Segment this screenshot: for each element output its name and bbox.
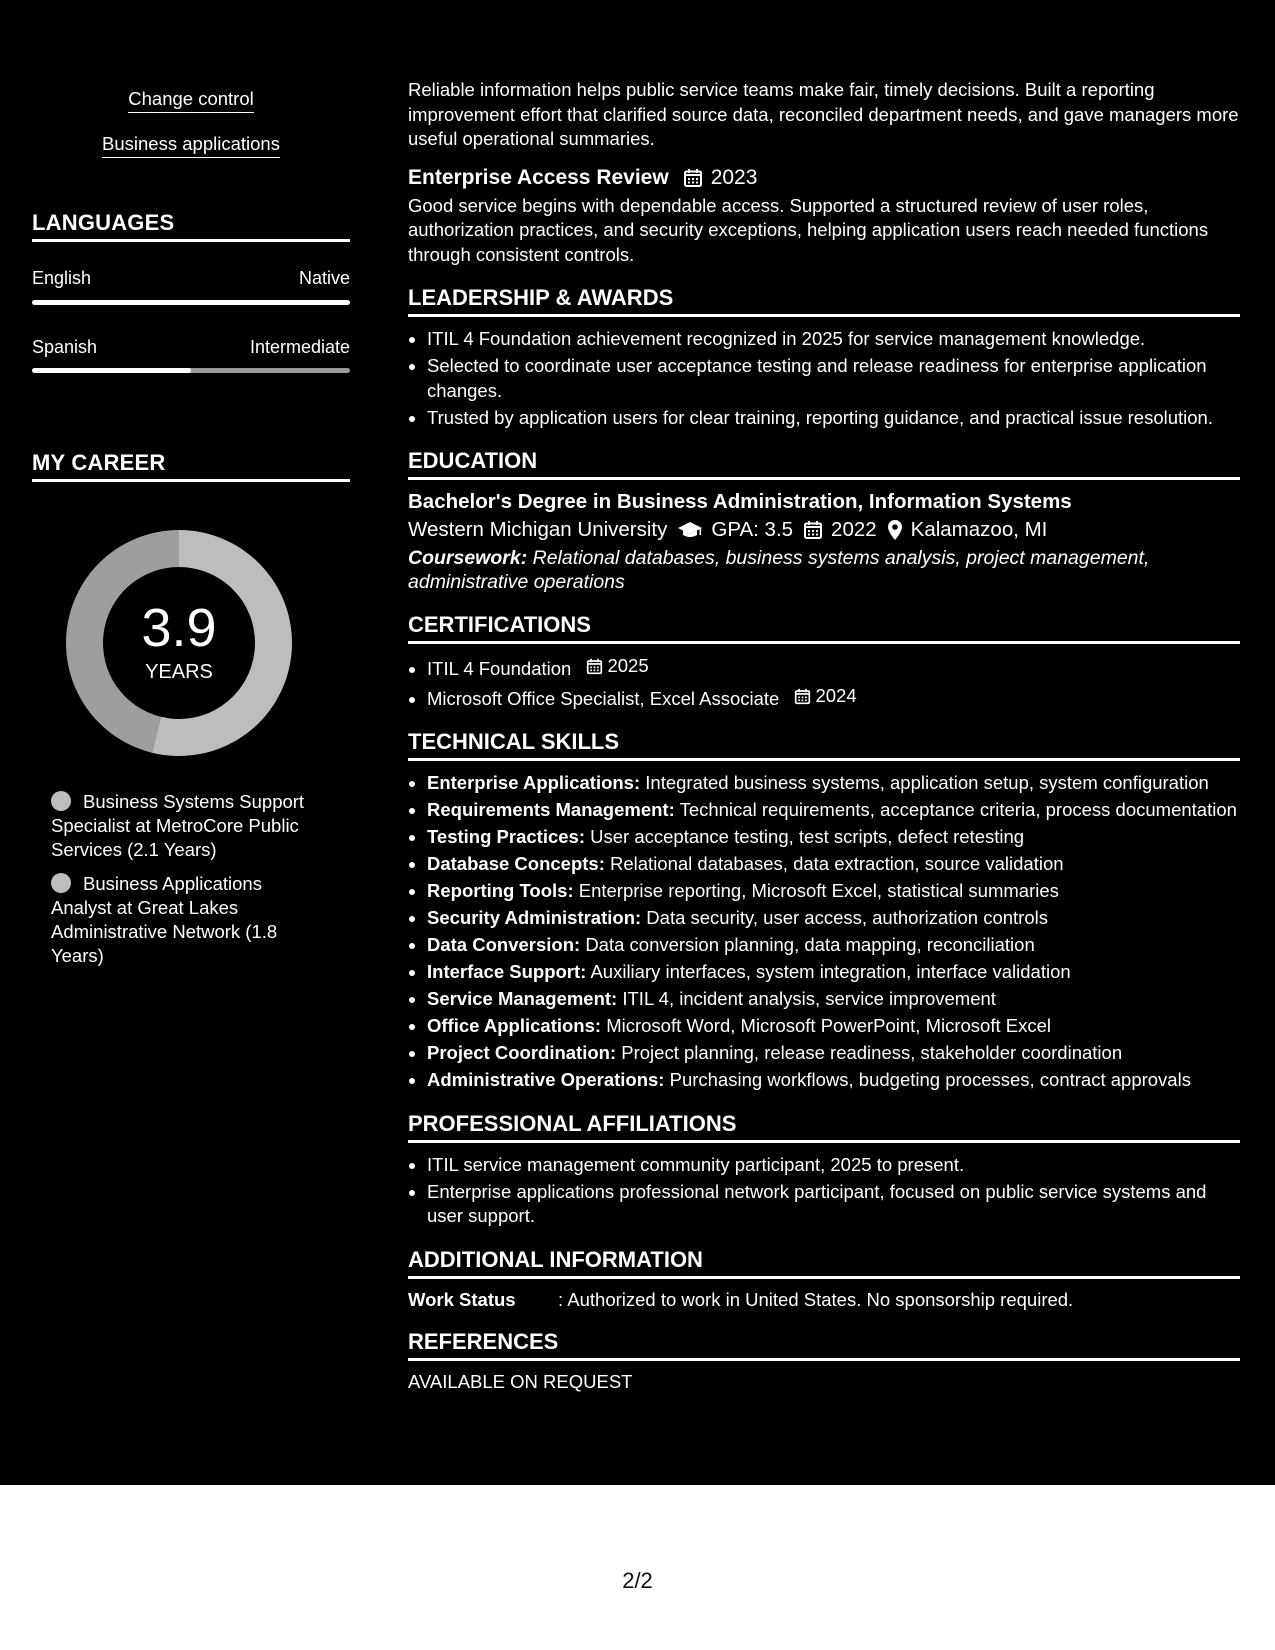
career-item-text: Business Applications Analyst at Great Lakes Administrative Network (1.8 Years) bbox=[51, 873, 278, 966]
career-total-unit: YEARS bbox=[145, 660, 213, 683]
donut-center bbox=[66, 530, 292, 756]
career-item bbox=[51, 872, 321, 968]
language-proficiency-fill bbox=[32, 368, 191, 373]
calendar-icon bbox=[586, 658, 603, 675]
work-status-label: Work Status bbox=[408, 1288, 516, 1310]
skill-label: Testing Practices: bbox=[427, 826, 585, 847]
skill-value: User acceptance testing, test scripts, defect retesting bbox=[590, 826, 1025, 847]
education-meta bbox=[408, 518, 1240, 542]
education-heading: EDUCATION bbox=[408, 448, 1240, 480]
skills-list bbox=[408, 771, 1240, 1093]
education-coursework bbox=[408, 546, 1240, 594]
tag-label: Business applications bbox=[102, 133, 280, 158]
skill-item bbox=[427, 1068, 1240, 1093]
list-item: • ITIL 4 Foundation achievement recognized in 2025 for service management knowledge. bbox=[427, 327, 1240, 352]
skill-value: Purchasing workflows, budgeting processes, contract approvals bbox=[669, 1069, 1191, 1090]
references-text: AVAILABLE ON REQUEST bbox=[408, 1370, 633, 1392]
affiliations-heading: PROFESSIONAL AFFILIATIONS bbox=[408, 1111, 1240, 1143]
references-heading: REFERENCES bbox=[408, 1329, 1240, 1361]
project-description: Good service begins with dependable access. Supported a structured review of user roles, authorization practices, and security exceptions, helping application users reach needed functions through consistent controls. bbox=[408, 194, 1209, 265]
language-row bbox=[32, 337, 350, 358]
skill-value: Data conversion planning, data mapping, reconciliation bbox=[585, 934, 1035, 955]
certification-item bbox=[427, 684, 1240, 711]
education-year: 2022 bbox=[831, 518, 877, 541]
skill-item bbox=[427, 906, 1240, 931]
certifications-list bbox=[408, 654, 1240, 711]
skill-value: Technical requirements, acceptance criteria, process documentation bbox=[679, 799, 1237, 820]
certification-year: 2025 bbox=[607, 655, 649, 676]
skill-value: Relational databases, data extraction, source validation bbox=[610, 853, 1064, 874]
skill-item bbox=[427, 771, 1240, 796]
list-item: • Trusted by application users for clear training, reporting guidance, and practical issue resolution. bbox=[427, 406, 1240, 431]
career-donut-chart bbox=[66, 530, 292, 756]
skills-heading: TECHNICAL SKILLS bbox=[408, 729, 1240, 761]
language-name: Spanish bbox=[32, 337, 98, 357]
certification-name: Microsoft Office Specialist, Excel Associate bbox=[427, 687, 780, 709]
certification-name: ITIL 4 Foundation bbox=[427, 657, 572, 679]
skill-item bbox=[427, 1014, 1240, 1039]
education-degree: Bachelor's Degree in Business Administration, Information Systems bbox=[408, 490, 1072, 513]
skill-item bbox=[427, 933, 1240, 958]
skill-item bbox=[427, 798, 1240, 823]
work-status-row bbox=[408, 1289, 1240, 1311]
additional-info-heading: ADDITIONAL INFORMATION bbox=[408, 1247, 1240, 1279]
skill-value: Auxiliary interfaces, system integration, interface validation bbox=[590, 961, 1071, 982]
education-school: Western Michigan University bbox=[408, 518, 668, 541]
coursework-label: Coursework: bbox=[408, 547, 528, 569]
career-heading: MY CAREER bbox=[32, 450, 350, 482]
languages-heading: LANGUAGES bbox=[32, 210, 350, 242]
certifications-heading: CERTIFICATIONS bbox=[408, 612, 1240, 644]
language-level: Intermediate bbox=[249, 337, 350, 357]
project-intro-description: Reliable information helps public service teams make fair, timely decisions. Built a reporting improvement effort that clarified source data, reconciled department needs, and gave managers more useful operational summaries. bbox=[408, 79, 1239, 149]
work-status-value: : Authorized to work in United States. No sponsorship required. bbox=[558, 1288, 1074, 1310]
tag-item bbox=[32, 88, 350, 113]
skill-item bbox=[427, 1041, 1240, 1066]
calendar-icon bbox=[683, 168, 703, 188]
project-year: 2023 bbox=[710, 165, 758, 189]
skill-label: Database Concepts: bbox=[427, 853, 605, 874]
tag-item bbox=[32, 133, 350, 158]
leadership-list bbox=[408, 327, 1240, 430]
legend-dot bbox=[51, 873, 71, 893]
language-level: Native bbox=[298, 268, 350, 288]
skill-item bbox=[427, 825, 1240, 850]
language-name: English bbox=[32, 268, 92, 288]
language-proficiency-bar bbox=[32, 300, 350, 305]
skill-label: Project Coordination: bbox=[427, 1042, 617, 1063]
graduation-cap-icon bbox=[677, 520, 703, 540]
legend-dot bbox=[51, 791, 71, 811]
skill-value: Enterprise reporting, Microsoft Excel, statistical summaries bbox=[578, 880, 1059, 901]
calendar-icon bbox=[794, 688, 811, 705]
language-row bbox=[32, 268, 350, 289]
list-item: • ITIL service management community participant, 2025 to present. bbox=[427, 1153, 1240, 1178]
skill-value: ITIL 4, incident analysis, service improvement bbox=[622, 988, 996, 1009]
language-proficiency-fill bbox=[32, 300, 350, 305]
career-list bbox=[51, 790, 321, 978]
main-column bbox=[408, 78, 1240, 1393]
certification-date bbox=[794, 684, 856, 709]
certification-date bbox=[586, 654, 648, 679]
project-title: Enterprise Access Review bbox=[408, 165, 669, 189]
skill-item bbox=[427, 987, 1240, 1012]
project-title-row bbox=[408, 166, 1240, 190]
list-item: • Enterprise applications professional network participant, focused on public service systems and user support. bbox=[427, 1180, 1240, 1229]
education-gpa: GPA: 3.5 bbox=[711, 518, 794, 541]
tag-label: Change control bbox=[128, 88, 253, 113]
skill-value: Microsoft Word, Microsoft PowerPoint, Microsoft Excel bbox=[606, 1015, 1052, 1036]
location-pin-icon bbox=[887, 519, 903, 541]
skill-label: Administrative Operations: bbox=[427, 1069, 665, 1090]
list-item: • Selected to coordinate user acceptance testing and release readiness for enterprise application changes. bbox=[427, 354, 1240, 403]
skill-item bbox=[427, 852, 1240, 877]
leadership-heading: LEADERSHIP & AWARDS bbox=[408, 285, 1240, 317]
skill-label: Data Conversion: bbox=[427, 934, 581, 955]
skill-label: Interface Support: bbox=[427, 961, 587, 982]
affiliations-list bbox=[408, 1153, 1240, 1229]
skill-label: Requirements Management: bbox=[427, 799, 675, 820]
career-total-value: 3.9 bbox=[141, 597, 217, 658]
education-location: Kalamazoo, MI bbox=[910, 518, 1048, 541]
skill-value: Integrated business systems, application setup, system configuration bbox=[645, 772, 1209, 793]
certification-item bbox=[427, 654, 1240, 681]
career-item bbox=[51, 790, 321, 862]
skill-label: Office Applications: bbox=[427, 1015, 602, 1036]
coursework-text: Relational databases, business systems analysis, project management, administrative operations bbox=[408, 547, 1150, 593]
skill-label: Enterprise Applications: bbox=[427, 772, 641, 793]
skill-item bbox=[427, 879, 1240, 904]
skill-label: Service Management: bbox=[427, 988, 618, 1009]
skill-value: Data security, user access, authorization controls bbox=[646, 907, 1048, 928]
skill-value: Project planning, release readiness, stakeholder coordination bbox=[621, 1042, 1123, 1063]
certification-year: 2024 bbox=[815, 684, 857, 706]
page-number: 2/2 bbox=[622, 1568, 653, 1593]
skill-label: Reporting Tools: bbox=[427, 880, 574, 901]
skill-label: Security Administration: bbox=[427, 907, 642, 928]
skill-item bbox=[427, 960, 1240, 985]
calendar-icon bbox=[803, 520, 823, 540]
career-item-text: Business Systems Support Specialist at MetroCore Public Services (2.1 Years) bbox=[51, 791, 305, 860]
language-proficiency-bar bbox=[32, 368, 350, 373]
